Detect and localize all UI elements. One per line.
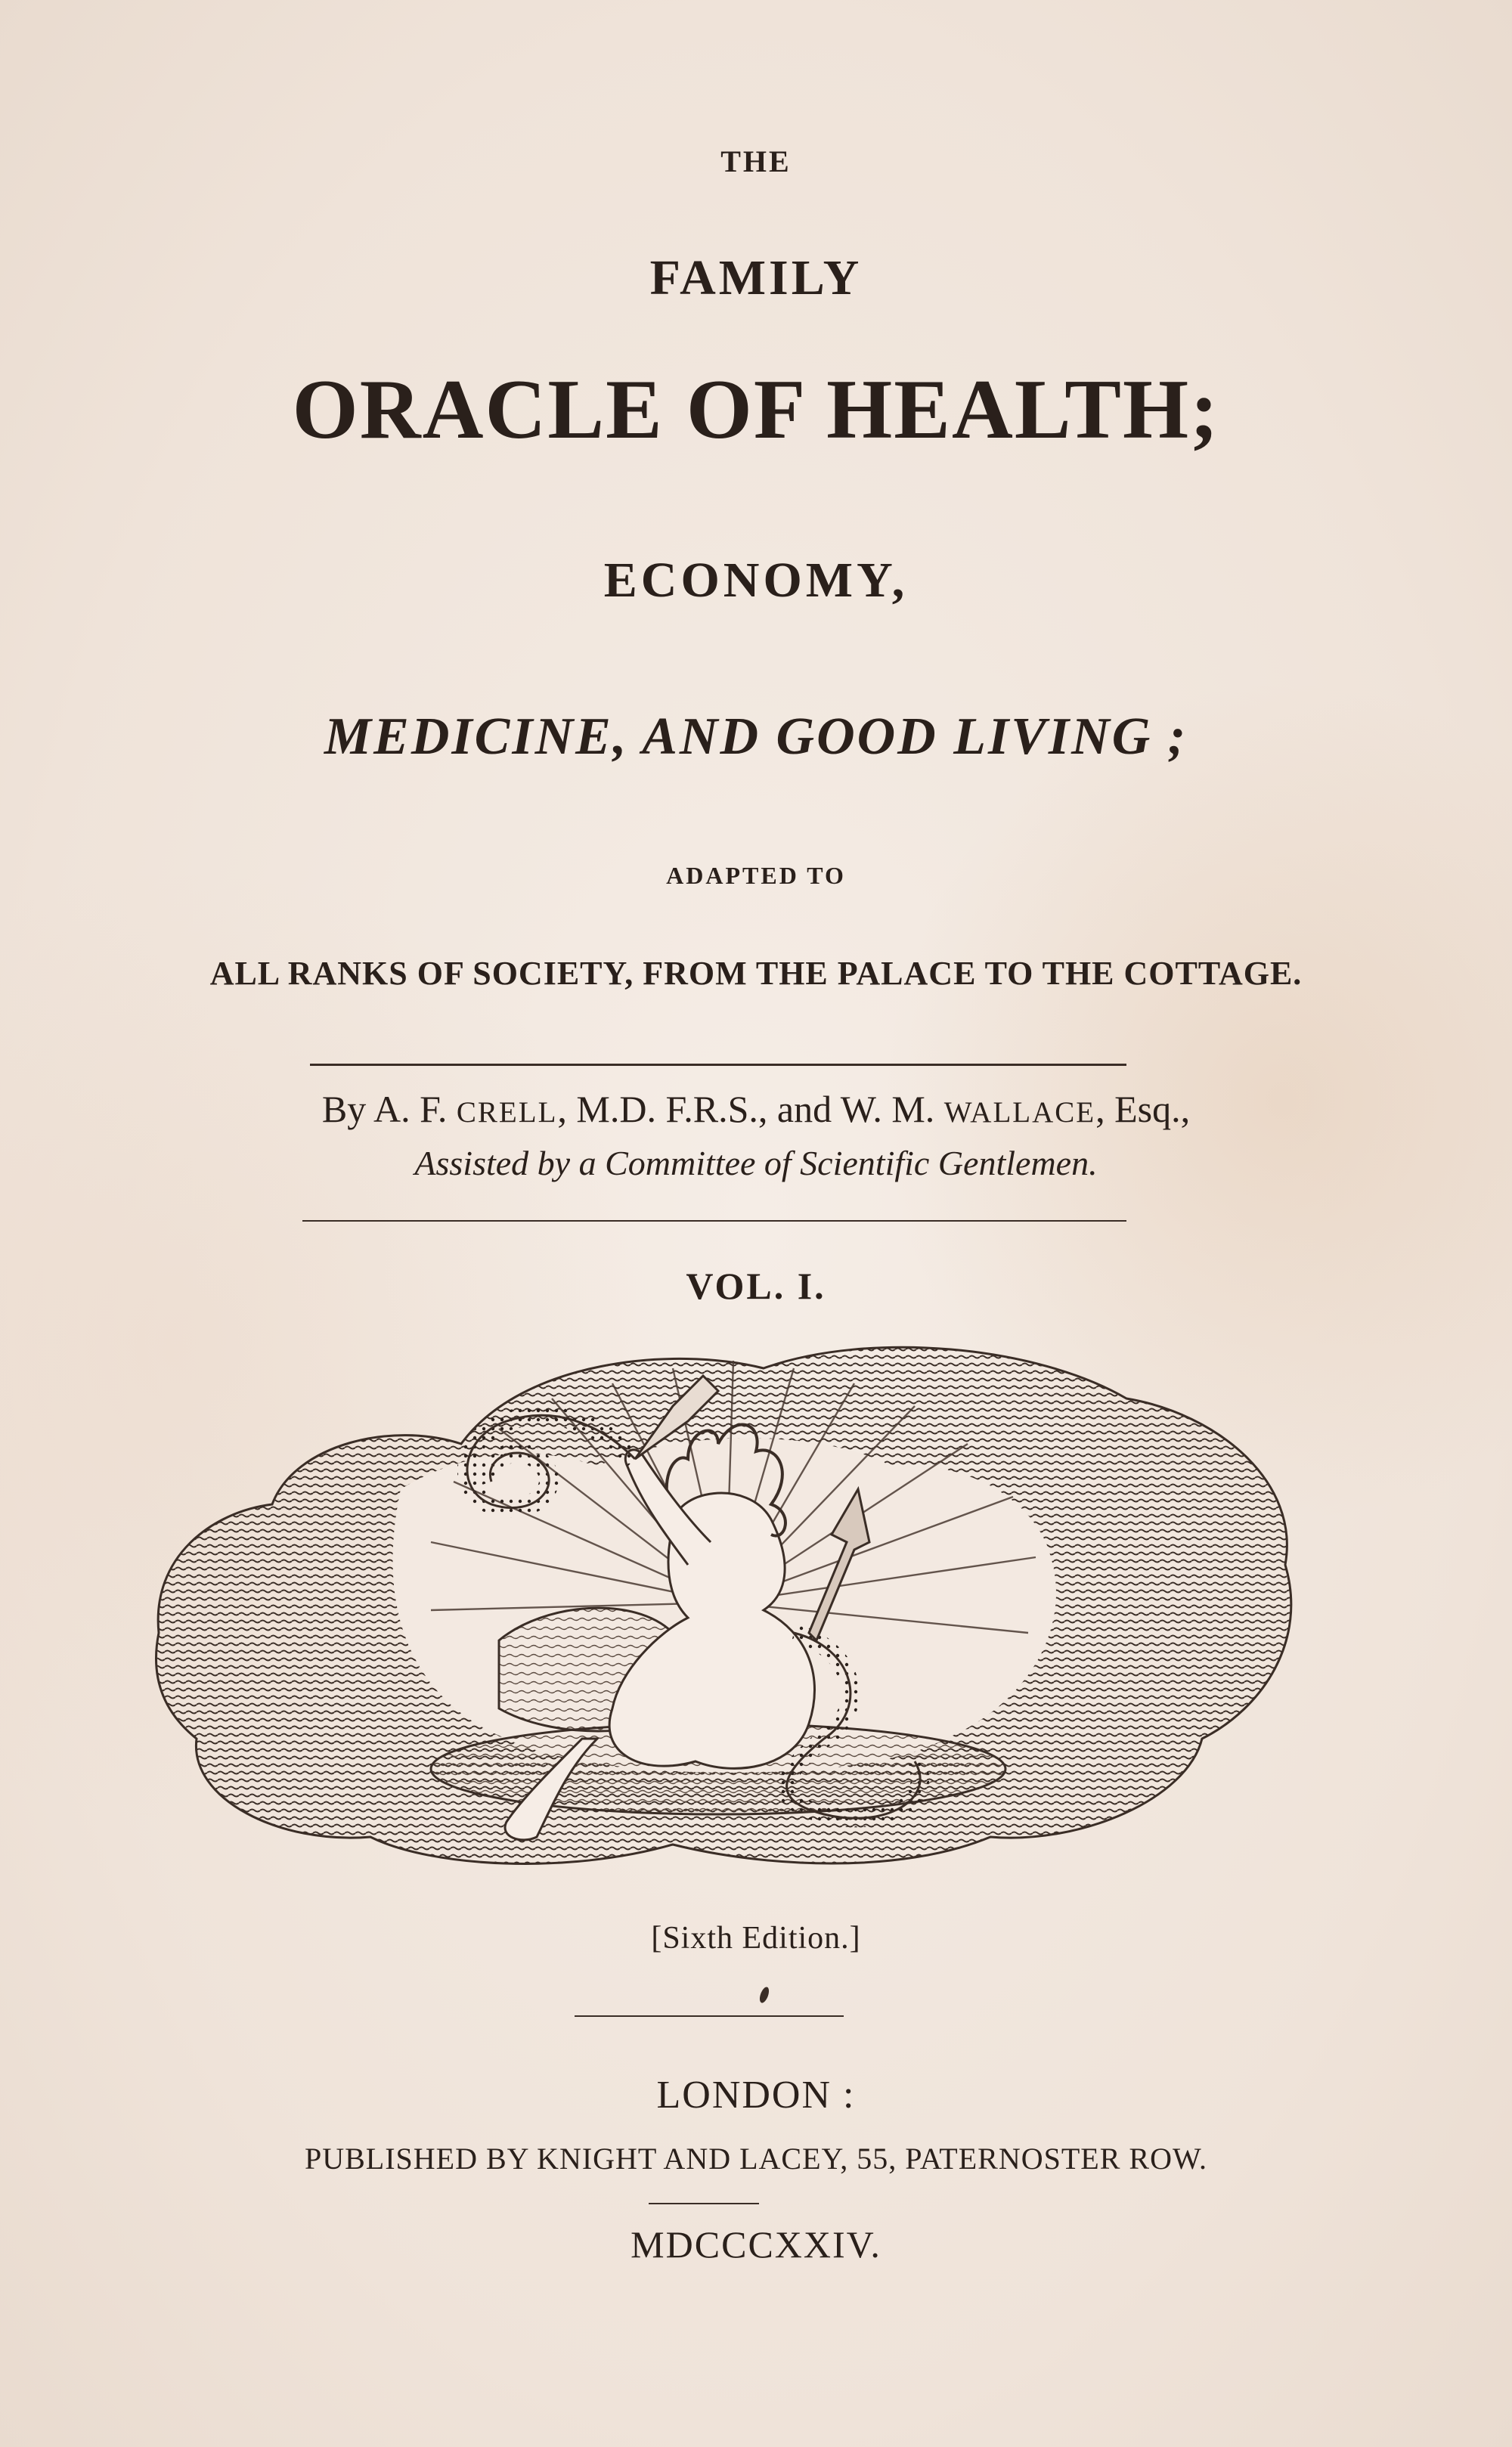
author-wallace: WALLACE — [943, 1096, 1096, 1129]
title-the: THE — [720, 144, 792, 178]
volume: VOL. I. — [686, 1265, 826, 1307]
adapted-to: ADAPTED TO — [666, 862, 846, 889]
title-family: FAMILY — [649, 250, 863, 305]
main-title: ORACLE OF HEALTH; — [292, 363, 1220, 457]
subtitle: MEDICINE, AND GOOD LIVING ; — [324, 708, 1188, 766]
assisted-line: Assisted by a Committee of Scientific Gentlemen. — [414, 1144, 1098, 1182]
imprint-publisher: PUBLISHED BY KNIGHT AND LACEY, 55, PATERNOSTER ROW. — [304, 2142, 1208, 2176]
cherub-with-serpents-icon — [144, 1315, 1308, 1890]
ranks-line: ALL RANKS OF SOCIETY, FROM THE PALACE TO THE COTTAGE. — [209, 955, 1303, 992]
rule-edition — [575, 2015, 844, 2017]
authors-by: By A. F. — [321, 1088, 457, 1130]
author-crell: CRELL — [456, 1096, 558, 1129]
imprint-year: MDCCCXXIV. — [631, 2223, 881, 2266]
imprint-city: LONDON : — [656, 2074, 856, 2117]
rule-imprint — [649, 2203, 759, 2204]
ink-mark — [758, 1986, 771, 2004]
rule-top — [310, 1064, 1126, 1066]
authors-line — [0, 1087, 1512, 1131]
title-economy: ECONOMY, — [603, 553, 909, 608]
rule-bottom — [302, 1220, 1126, 1222]
edition: [Sixth Edition.] — [651, 1921, 861, 1956]
authors-credentials: , M.D. F.R.S., and W. M. — [557, 1088, 944, 1130]
authors-esq: , Esq., — [1095, 1088, 1191, 1130]
